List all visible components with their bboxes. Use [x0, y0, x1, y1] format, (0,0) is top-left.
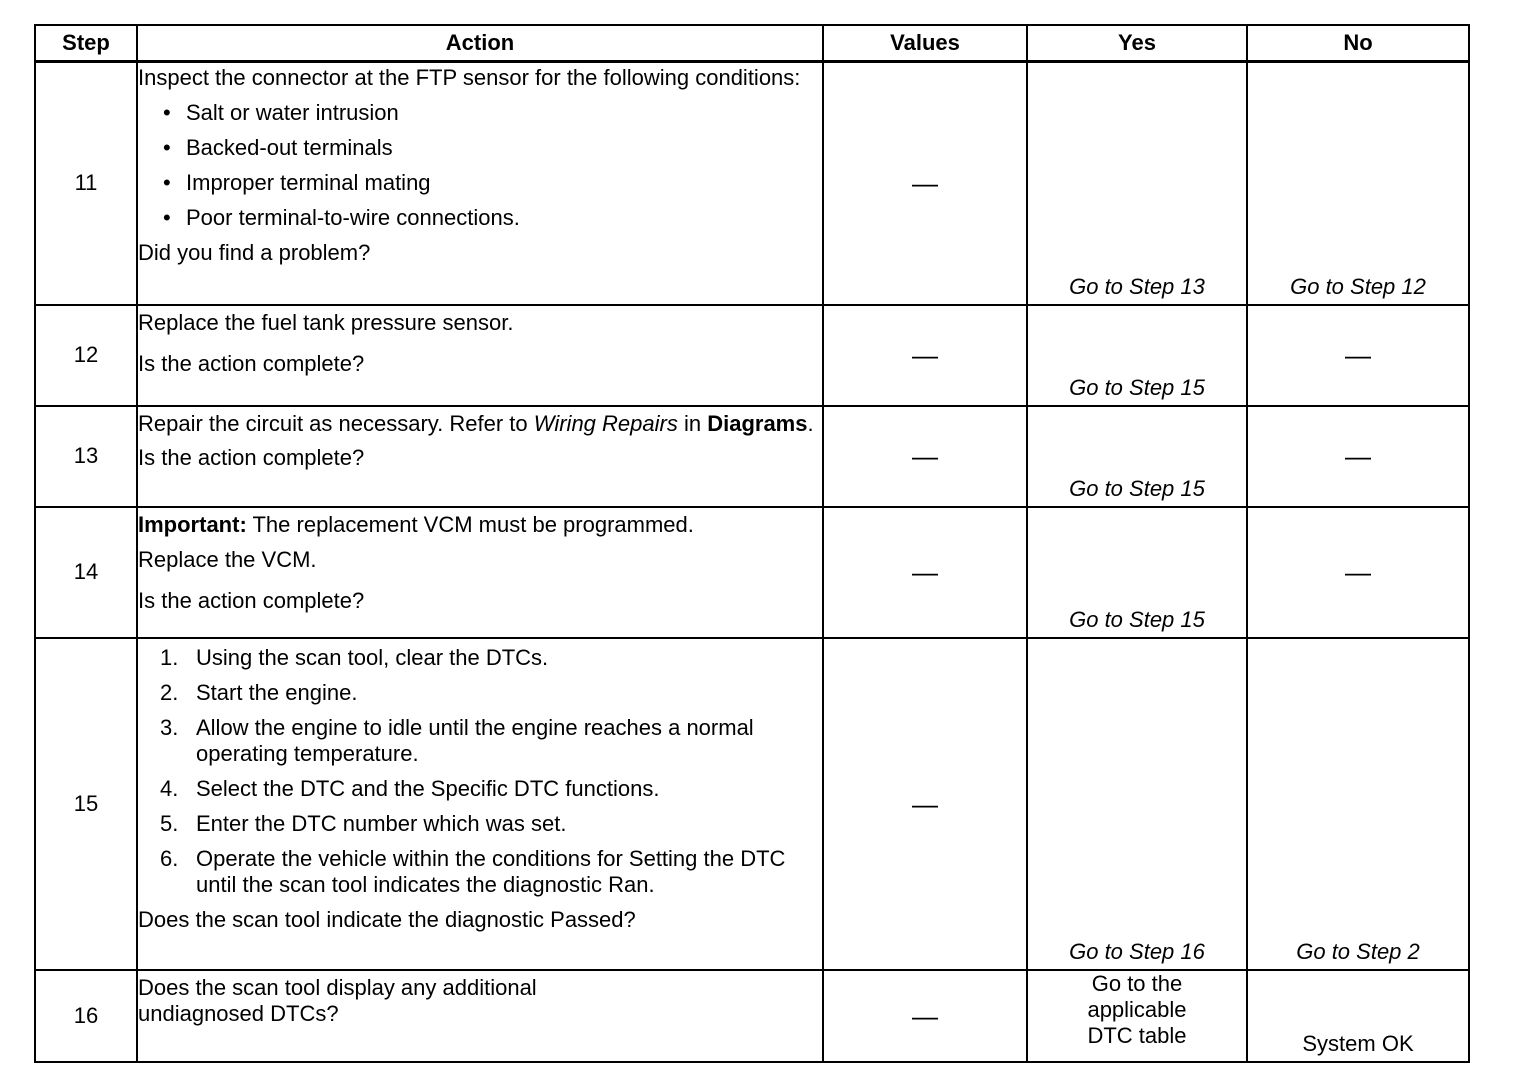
step-number: 13	[35, 406, 137, 507]
values-cell: —	[823, 638, 1027, 970]
values-cell: —	[823, 507, 1027, 638]
important-note	[138, 512, 822, 538]
list-item	[138, 776, 822, 802]
header-action: Action	[137, 25, 823, 62]
diagnostic-table	[34, 24, 1470, 1063]
yes-line: DTC table	[1087, 1022, 1187, 1048]
table-row-12	[35, 305, 1469, 406]
item-number: 6.	[160, 845, 179, 871]
item-number: 4.	[160, 775, 179, 801]
table-row-15	[35, 638, 1469, 970]
item-text: Allow the engine to idle until the engine reaches a normal operating temperature.	[196, 714, 754, 766]
no-cell: —	[1247, 507, 1469, 638]
values-cell: —	[823, 970, 1027, 1062]
list-item: • Improper terminal mating	[138, 170, 822, 196]
header-no: No	[1247, 25, 1469, 62]
action-question: Does the scan tool display any additional undiagnosed DTCs?	[138, 974, 537, 1026]
list-item: • Backed-out terminals	[138, 135, 822, 161]
item-number: 3.	[160, 714, 179, 740]
step-number: 11	[35, 62, 137, 305]
procedure-list	[138, 645, 822, 898]
action-text-end: .	[807, 410, 814, 436]
list-item	[138, 645, 822, 671]
no-goto: Go to Step 2	[1296, 938, 1420, 964]
header-yes: Yes	[1027, 25, 1247, 62]
item-text: Start the engine.	[196, 679, 358, 705]
no-cell: —	[1247, 406, 1469, 507]
action-cell	[137, 507, 823, 638]
item-number: 2.	[160, 679, 179, 705]
header-row	[35, 25, 1469, 62]
condition-list	[138, 100, 822, 231]
step-number: 14	[35, 507, 137, 638]
action-intro: Inspect the connector at the FTP sensor for the following conditions:	[138, 65, 801, 90]
table-row-11	[35, 62, 1469, 305]
header-step: Step	[35, 25, 137, 62]
yes-goto: Go to Step 15	[1069, 606, 1205, 632]
values-cell: —	[823, 62, 1027, 305]
important-text: The replacement VCM must be programmed.	[246, 511, 694, 537]
action-cell	[137, 406, 823, 507]
yes-cell	[1027, 638, 1247, 970]
yes-cell	[1027, 406, 1247, 507]
header-values: Values	[823, 25, 1027, 62]
action-text-a: Repair the circuit as necessary. Refer to	[138, 410, 534, 436]
no-cell	[1247, 62, 1469, 305]
action-text	[138, 411, 822, 437]
yes-goto: Go to Step 15	[1069, 374, 1205, 400]
yes-goto: Go to Step 13	[1069, 273, 1205, 299]
no-cell	[1247, 970, 1469, 1062]
yes-cell	[1027, 62, 1247, 305]
action-cell	[137, 305, 823, 406]
no-goto: Go to Step 12	[1290, 273, 1426, 299]
yes-line: Go to the	[1091, 970, 1183, 996]
item-text: Using the scan tool, clear the DTCs.	[196, 644, 549, 670]
action-question: Is the action complete?	[138, 587, 365, 613]
item-number: 5.	[160, 810, 179, 836]
values-cell: —	[823, 305, 1027, 406]
action-question: Does the scan tool indicate the diagnostic Passed?	[138, 906, 636, 932]
action-question: Is the action complete?	[138, 350, 365, 376]
action-text: Replace the fuel tank pressure sensor.	[138, 309, 514, 335]
yes-goto: Go to Step 15	[1069, 475, 1205, 501]
action-cell	[137, 62, 823, 305]
diagrams-ref: Diagrams	[707, 410, 808, 436]
action-text: Replace the VCM.	[138, 546, 317, 572]
list-item: • Salt or water intrusion	[138, 100, 822, 126]
important-label: Important:	[138, 511, 247, 537]
list-item	[138, 846, 822, 898]
step-number: 16	[35, 970, 137, 1062]
list-item	[138, 680, 822, 706]
table-row-14	[35, 507, 1469, 638]
list-item	[138, 811, 822, 837]
item-text: Operate the vehicle within the conditions for Setting the DTC until the scan tool indicates the diagnostic Ran.	[196, 845, 786, 897]
item-text: Enter the DTC number which was set.	[196, 810, 567, 836]
yes-goto: Go to Step 16	[1069, 938, 1205, 964]
yes-cell	[1027, 305, 1247, 406]
values-cell: —	[823, 406, 1027, 507]
list-item: • Poor terminal-to-wire connections.	[138, 205, 822, 231]
action-cell	[137, 970, 823, 1062]
no-result: System OK	[1302, 1030, 1414, 1056]
item-number: 1.	[160, 644, 179, 670]
item-text: Select the DTC and the Specific DTC functions.	[196, 775, 660, 801]
wiring-repairs-ref: Wiring Repairs	[533, 410, 678, 436]
yes-line: applicable	[1087, 996, 1187, 1022]
list-item	[138, 715, 822, 767]
table-row-16	[35, 970, 1469, 1062]
yes-cell	[1027, 970, 1247, 1062]
step-number: 12	[35, 305, 137, 406]
action-text-b: in	[677, 410, 708, 436]
table-row-13	[35, 406, 1469, 507]
action-question: Is the action complete?	[138, 444, 365, 470]
action-question: Did you find a problem?	[138, 240, 371, 265]
step-number: 15	[35, 638, 137, 970]
yes-cell	[1027, 507, 1247, 638]
action-cell	[137, 638, 823, 970]
no-cell	[1247, 638, 1469, 970]
no-cell: —	[1247, 305, 1469, 406]
